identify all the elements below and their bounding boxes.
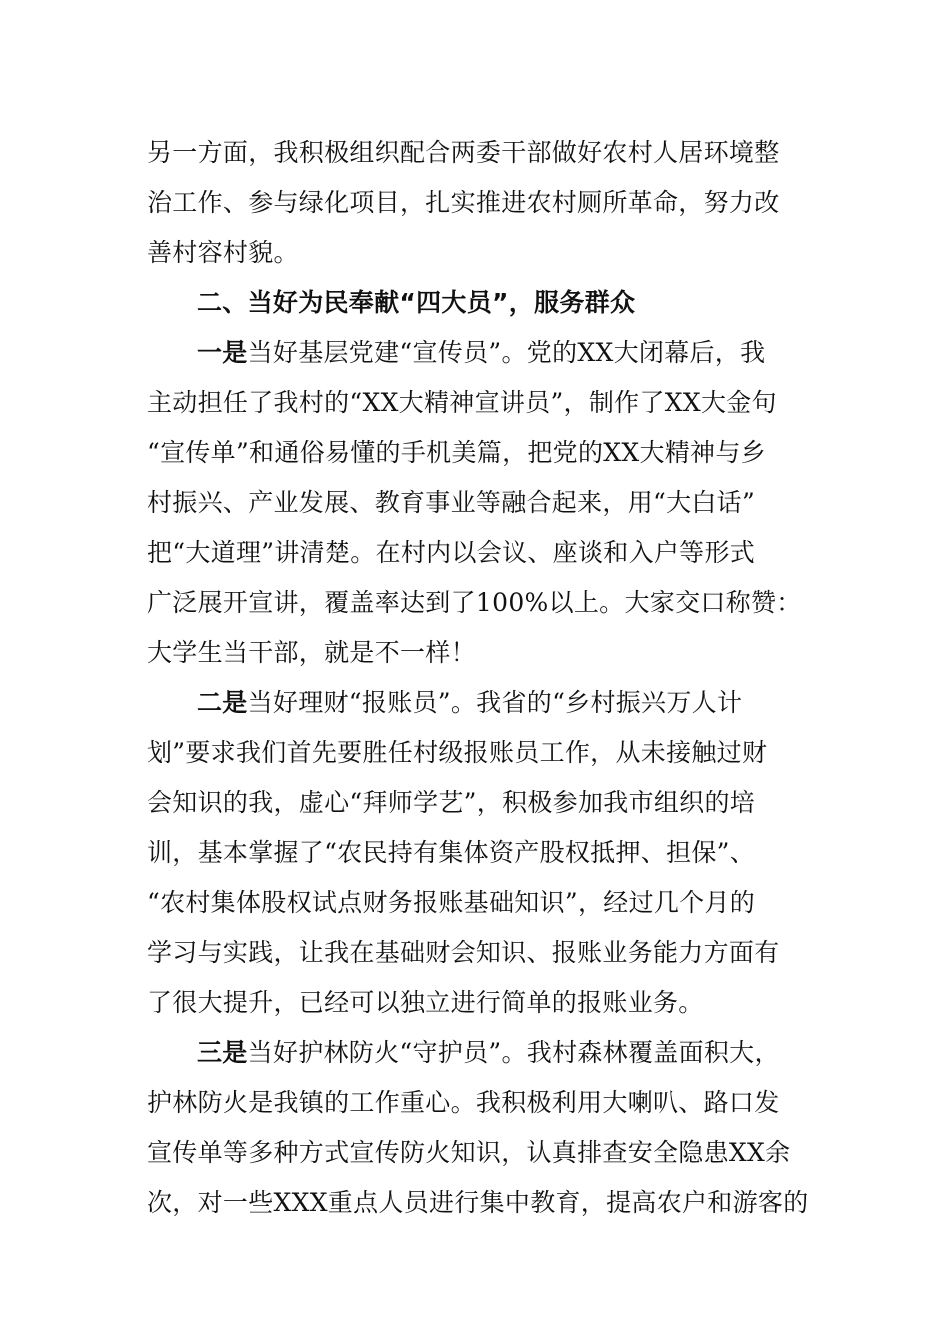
paragraph-line: 广泛展开宣讲，覆盖率达到了100%以上。大家交口称赞： <box>147 588 802 617</box>
paragraph-line-text: 当好理财“报账员”。我省的“乡村振兴万人计 <box>247 688 743 717</box>
paragraph-first-line <box>197 685 742 721</box>
paragraph-first-line <box>197 335 765 371</box>
paragraph-line: 宣传单等多种方式宣传防火知识，认真排查安全隐患XX余 <box>147 1138 791 1167</box>
section-heading: 二、当好为民奉献“四大员”，服务群众 <box>197 288 636 317</box>
paragraph-line: 护林防火是我镇的工作重心。我积极利用大喇叭、路口发 <box>147 1088 780 1117</box>
paragraph-first-line <box>197 1035 780 1071</box>
paragraph-line: 主动担任了我村的“XX大精神宣讲员”，制作了XX大金句 <box>147 388 777 417</box>
paragraph-line: 大学生当干部，就是不一样！ <box>147 638 476 667</box>
paragraph-line: 治工作、参与绿化项目，扎实推进农村厕所革命，努力改 <box>147 188 780 217</box>
paragraph-line: 善村容村貌。 <box>147 238 299 267</box>
paragraph-line: 村振兴、产业发展、教育事业等融合起来，用“大白话” <box>147 488 756 517</box>
paragraph-line: “宣传单”和通俗易懂的手机美篇，把党的XX大精神与乡 <box>147 438 766 467</box>
paragraph-line: 另一方面，我积极组织配合两委干部做好农村人居环境整 <box>147 138 780 167</box>
paragraph-line: 次，对一些XXX重点人员进行集中教育，提高农户和游客的 <box>147 1188 809 1217</box>
paragraph-line: “农村集体股权试点财务报账基础知识”，经过几个月的 <box>147 888 756 917</box>
paragraph-line: 了很大提升，已经可以独立进行简单的报账业务。 <box>147 988 704 1017</box>
paragraph-line: 会知识的我，虚心“拜师学艺”，积极参加我市组织的培 <box>147 788 756 817</box>
paragraph-line-text: 当好基层党建“宣传员”。党的XX大闭幕后，我 <box>247 338 766 367</box>
paragraph-line-text: 当好护林防火“守护员”。我村森林覆盖面积大， <box>247 1038 780 1067</box>
paragraph-line: 学习与实践，让我在基础财会知识、报账业务能力方面有 <box>147 938 780 967</box>
paragraph-line: 划”要求我们首先要胜任村级报账员工作，从未接触过财 <box>147 738 768 767</box>
lead-word: 二是 <box>197 688 248 717</box>
lead-word: 三是 <box>197 1038 248 1067</box>
lead-word: 一是 <box>197 338 248 367</box>
paragraph-line: 训，基本掌握了“农民持有集体资产股权抵押、担保”、 <box>147 838 756 867</box>
paragraph-line: 把“大道理”讲清楚。在村内以会议、座谈和入户等形式 <box>147 538 756 567</box>
